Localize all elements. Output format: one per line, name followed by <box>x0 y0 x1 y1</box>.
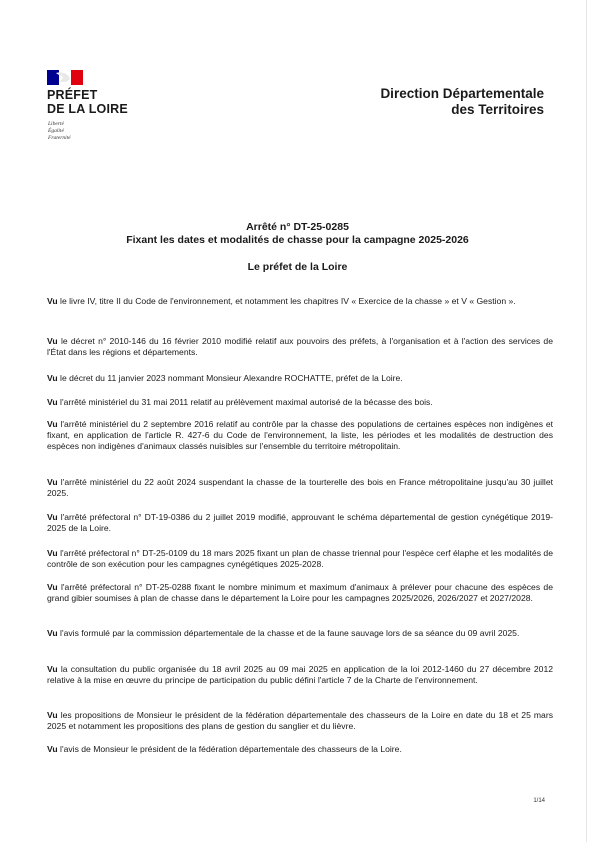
visa-text: la consultation du public organisée du 18 avril 2025 au 09 mai 2025 en application de la loi 2012-1460 du 27 décembre 2012 relative à la mise en œuvre du principe de participation du public défini l'article 7 de la Charte de l'environnement. <box>47 664 553 685</box>
visa-text: l'arrêté préfectoral n° DT-19-0386 du 2 juillet 2019 modifié, approuvant le schéma départemental de gestion cynégétique 2019-2025 de la Loire. <box>47 512 553 533</box>
visa-text: l'arrêté ministériel du 2 septembre 2016 relatif au contrôle par la chasse des populations de certaines espèces non indigènes et fixant, en application de l'article R. 427-6 du Code de l'environnement, la liste, les périodes et les modalités de destruction des espèces non indigènes d'animaux classés nuisibles sur l'ensemble du territoire métropolitain. <box>47 419 553 451</box>
visa-paragraph <box>47 512 553 534</box>
visa-lead: Vu <box>47 628 58 638</box>
visa-text: le décret du 11 janvier 2023 nommant Monsieur Alexandre ROCHATTE, préfet de la Loire. <box>57 373 403 383</box>
arrete-subject: Fixant les dates et modalités de chasse pour la campagne 2025-2026 <box>126 234 469 246</box>
visa-lead: Vu <box>47 419 58 429</box>
visa-text: l'arrêté préfectoral n° DT-25-0109 du 18 mars 2025 fixant un plan de chasse triennal pour l'espèce cerf élaphe et les modalités de contrôle de son exécution pour les campagnes cynégétiques 2025-2028. <box>47 548 553 569</box>
prefet-heading: Le préfet de la Loire <box>247 261 348 273</box>
visa-lead: Vu <box>47 397 58 407</box>
visa-lead: Vu <box>47 373 58 383</box>
prefet-line2: DE LA LOIRE <box>47 102 128 116</box>
visa-lead: Vu <box>47 336 58 346</box>
visa-text: l'avis de Monsieur le président de la fédération départementale des chasseurs de la Loire. <box>57 744 402 754</box>
visa-paragraph <box>47 628 553 639</box>
visa-lead: Vu <box>47 582 58 592</box>
visa-paragraph <box>47 710 553 732</box>
visa-text: les propositions de Monsieur le président de la fédération départementale des chasseurs de la Loire en date du 18 et 25 mars 2025 et notamment les propositions des plans de gestion du sanglier et du lièvre. <box>47 710 553 731</box>
devise-egalite: Égalité <box>48 128 64 134</box>
visa-lead: Vu <box>47 664 58 674</box>
visa-paragraph <box>47 419 553 452</box>
visa-paragraph <box>47 296 553 307</box>
visa-lead: Vu <box>47 710 58 720</box>
visa-text: le livre IV, titre II du Code de l'environnement, et notamment les chapitres IV « Exercice de la chasse » et V « Gestion ». <box>57 296 516 306</box>
visa-lead: Vu <box>47 512 58 522</box>
visa-text: l'arrêté ministériel du 22 août 2024 suspendant la chasse de la tourterelle des bois en France métropolitaine jusqu'au 30 juillet 2025. <box>47 477 553 498</box>
devise-liberte: Liberté <box>48 121 64 127</box>
visa-text: l'arrêté ministériel du 31 mai 2011 relatif au prélèvement maximal autorisé de la bécasse des bois. <box>57 397 433 407</box>
prefet-block <box>47 88 128 116</box>
prefet-line1: PRÉFET <box>47 88 98 102</box>
scan-edge-line <box>586 0 587 842</box>
visa-text: l'avis formulé par la commission départementale de la chasse et de la faune sauvage lors de sa séance du 09 avril 2025. <box>57 628 520 638</box>
visa-paragraph <box>47 336 553 358</box>
visa-paragraph <box>47 582 553 604</box>
marianne-logo <box>47 70 83 85</box>
visa-lead: Vu <box>47 548 58 558</box>
visa-paragraph <box>47 664 553 686</box>
visa-paragraph <box>47 477 553 499</box>
visa-text: le décret n° 2010-146 du 16 février 2010 modifié relatif aux pouvoirs des préfets, à l'organisation et à l'action des services de l'État dans les régions et départements. <box>47 336 553 357</box>
visa-lead: Vu <box>47 477 58 487</box>
visa-lead: Vu <box>47 744 58 754</box>
visa-paragraph <box>47 373 553 384</box>
ddt-line2: des Territoires <box>451 102 544 117</box>
page-number: 1/14 <box>533 798 545 804</box>
devise <box>48 121 71 142</box>
visa-paragraph <box>47 548 553 570</box>
visa-paragraph <box>47 744 553 755</box>
visa-paragraph <box>47 397 553 408</box>
devise-fraternite: Fraternité <box>48 135 71 141</box>
visa-text: l'arrêté préfectoral n° DT-25-0288 fixant le nombre minimum et maximum d'animaux à prélever pour chacune des espèces de grand gibier soumises à plan de chasse dans le département la Loire pour les campagnes 2025/2026, 2026/2027 et 2027/2028. <box>47 582 553 603</box>
visa-lead: Vu <box>47 296 58 306</box>
arrete-number: Arrêté n° DT-25-0285 <box>246 221 349 233</box>
ddt-block <box>380 86 544 118</box>
arrete-title <box>0 221 595 247</box>
ddt-line1: Direction Départementale <box>380 86 544 101</box>
